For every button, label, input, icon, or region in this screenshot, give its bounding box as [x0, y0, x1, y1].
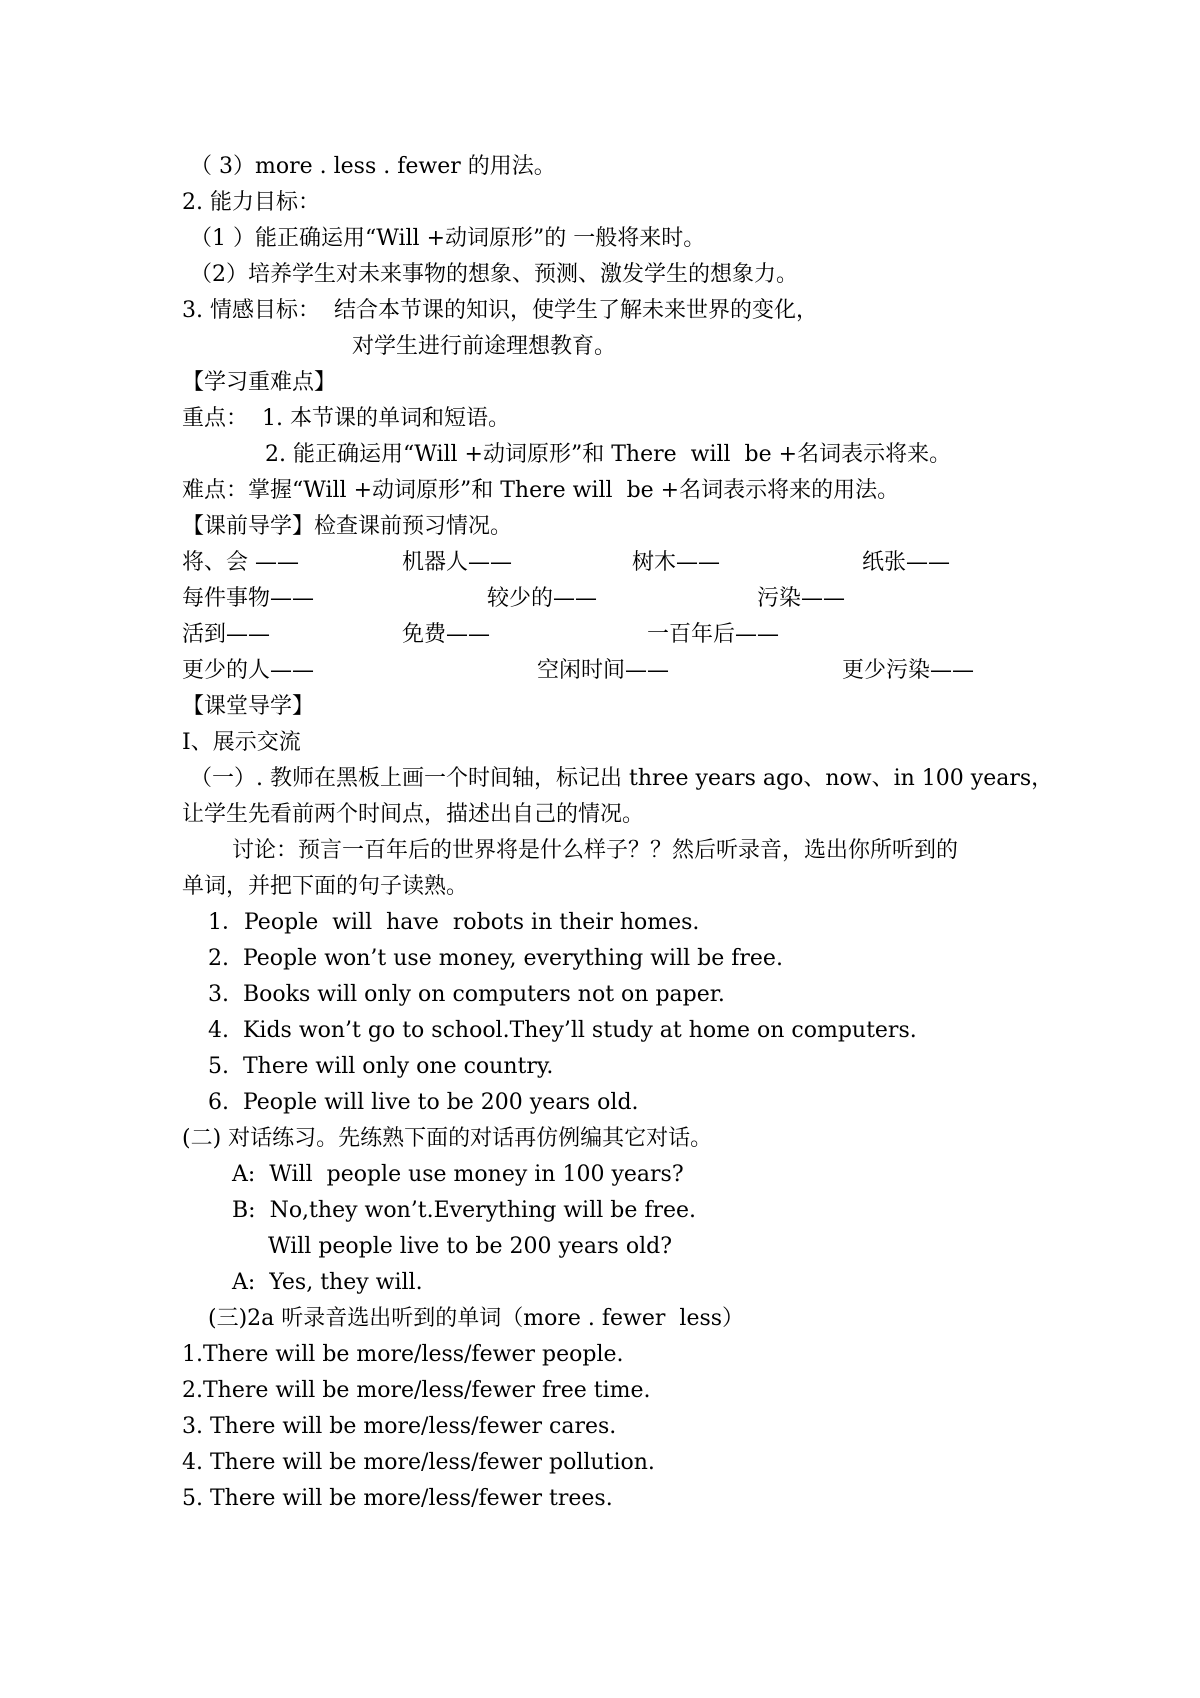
dialogue-line: A: Yes, they will.: [232, 1270, 423, 1295]
discussion-line-2: 单词，并把下面的句子读熟。: [182, 874, 469, 899]
preview-heading: 【课前导学】检查课前预习情况。: [182, 514, 513, 539]
difficult-point: 难点：掌握“Will +动词原形”和 There will be +名词表示将来的用法。: [182, 478, 900, 503]
part-3-heading: (三)2a 听录音选出听到的单词（more . fewer less）: [208, 1306, 745, 1331]
vocab-item: 较少的——: [487, 586, 598, 611]
part-1-line-1: （一）. 教师在黑板上画一个时间轴，标记出 three years ago、now、in 100 years，: [190, 766, 1054, 791]
vocab-item: 每件事物——: [182, 586, 315, 611]
vocab-item: 更少的人——: [182, 658, 315, 683]
discussion-line-1: 讨论：预言一百年后的世界将是什么样子？？然后听录音，选出你所听到的: [232, 838, 959, 863]
sentence-item: 4. Kids won’t go to school.They’ll study at home on computers.: [208, 1018, 917, 1043]
knowledge-item-3: （ 3）more . less . fewer 的用法。: [190, 154, 556, 179]
section-1-title: I、展示交流: [182, 730, 301, 755]
dialogue-line: A: Will people use money in 100 years?: [232, 1162, 684, 1187]
vocab-item: 免费——: [402, 622, 491, 647]
ability-item-1: （1 ）能正确运用“Will +动词原形”的 一般将来时。: [190, 226, 706, 251]
vocab-item: 一百年后——: [647, 622, 780, 647]
vocab-row: [182, 582, 1002, 616]
vocab-item: 将、会 ——: [182, 550, 299, 575]
dialogue-line: Will people live to be 200 years old?: [268, 1234, 673, 1259]
classroom-heading: 【课堂导学】: [182, 694, 315, 719]
vocab-item: 更少污染——: [842, 658, 975, 683]
dialogue-line: B: No,they won’t.Everything will be free.: [232, 1198, 697, 1223]
sentence-item: 6. People will live to be 200 years old.: [208, 1090, 639, 1115]
vocab-item: 污染——: [757, 586, 846, 611]
listening-item: 2.There will be more/less/fewer free time.: [182, 1378, 651, 1403]
ability-item-2: （2）培养学生对未来事物的想象、预测、激发学生的想象力。: [190, 262, 798, 287]
vocab-row: [182, 546, 1002, 580]
emotion-heading: 3. 情感目标： 结合本节课的知识，使学生了解未来世界的变化，: [182, 298, 818, 323]
vocab-item: 空闲时间——: [537, 658, 670, 683]
listening-item: 4. There will be more/less/fewer pollution.: [182, 1450, 655, 1475]
vocab-row: [182, 618, 1002, 652]
listening-item: 1.There will be more/less/fewer people.: [182, 1342, 624, 1367]
listening-item: 3. There will be more/less/fewer cares.: [182, 1414, 617, 1439]
key-point-2: 2. 能正确运用“Will +动词原形”和 There will be +名词表示将来。: [265, 442, 952, 467]
part-1-line-2: 让学生先看前两个时间点，描述出自己的情况。: [182, 802, 645, 827]
sentence-item: 3. Books will only on computers not on paper.: [208, 982, 725, 1007]
vocab-item: 活到——: [182, 622, 271, 647]
vocab-item: 机器人——: [402, 550, 513, 575]
emotion-continuation: 对学生进行前途理想教育。: [352, 334, 617, 359]
sentence-item: 1．People will have robots in their homes.: [208, 910, 700, 935]
ability-heading: 2. 能力目标：: [182, 190, 320, 215]
vocab-item: 纸张——: [862, 550, 951, 575]
vocab-row: [182, 654, 1002, 688]
sentence-item: 2. People won’t use money, everything will be free.: [208, 946, 783, 971]
sentence-item: 5. There will only one country.: [208, 1054, 554, 1079]
key-point-1: 重点： 1. 本节课的单词和短语。: [182, 406, 510, 431]
part-2-heading: (二) 对话练习。先练熟下面的对话再仿例编其它对话。: [182, 1126, 713, 1151]
key-points-heading: 【学习重难点】: [182, 370, 337, 395]
vocab-item: 树木——: [632, 550, 721, 575]
listening-item: 5. There will be more/less/fewer trees.: [182, 1486, 613, 1511]
